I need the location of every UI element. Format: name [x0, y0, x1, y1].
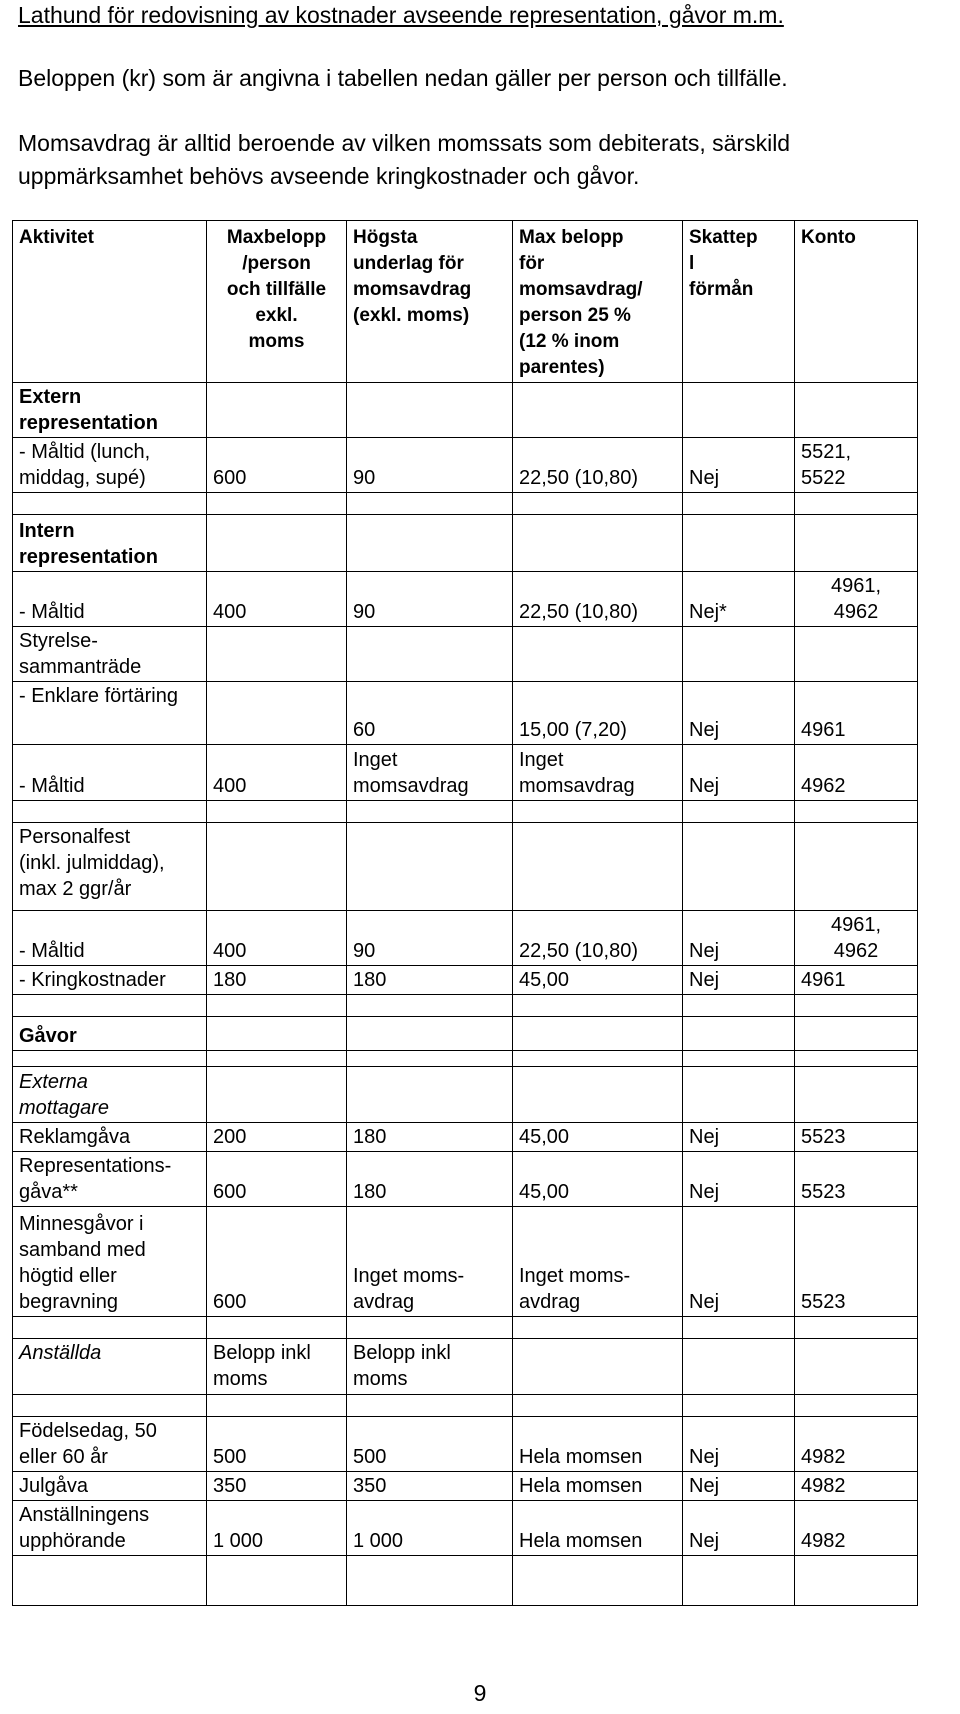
cell-underlag: 500 — [347, 1417, 513, 1472]
section-intern-representation: Intern representation — [13, 515, 207, 572]
header-aktivitet: Aktivitet — [13, 221, 207, 383]
cell-momsavdrag: Inget momsavdrag — [513, 745, 683, 801]
spacer-row — [13, 1317, 918, 1339]
table-row — [13, 1123, 918, 1152]
spacer-row — [13, 1051, 918, 1067]
cell-momsavdrag: 22,50 (10,80) — [513, 572, 683, 627]
spacer-row — [13, 493, 918, 515]
cell-maxbelopp: 200 — [207, 1123, 347, 1152]
cell-momsavdrag: 45,00 — [513, 1123, 683, 1152]
header-konto: Konto — [795, 221, 918, 383]
row-label: - Måltid — [13, 572, 207, 627]
cell-konto: 5523 — [795, 1123, 918, 1152]
cell-konto: 4961 — [795, 682, 918, 745]
table-row — [13, 572, 918, 627]
cell-momsavdrag: 45,00 — [513, 1152, 683, 1207]
spacer-row — [13, 801, 918, 823]
row-label: - Måltid — [13, 911, 207, 966]
cell-forman: Nej — [683, 1152, 795, 1207]
header-max-momsavdrag: Max belopp för momsavdrag/ person 25 % (12 % inom parentes) — [513, 221, 683, 383]
cell-konto: 5523 — [795, 1207, 918, 1317]
table-row — [13, 1501, 918, 1556]
cell-forman: Nej — [683, 745, 795, 801]
table-row — [13, 1417, 918, 1472]
cell-maxbelopp: 1 000 — [207, 1501, 347, 1556]
row-label: Minnesgåvor i samband med högtid eller begravning — [13, 1207, 207, 1317]
table-row — [13, 1207, 918, 1317]
cell-forman: Nej — [683, 682, 795, 745]
cell-underlag: Inget moms- avdrag — [347, 1207, 513, 1317]
cell-konto: 4982 — [795, 1417, 918, 1472]
cell-forman: Nej — [683, 1123, 795, 1152]
cell-forman: Nej — [683, 438, 795, 493]
cell-konto: 4961, 4962 — [795, 911, 918, 966]
table-row — [13, 682, 918, 745]
section-personalfest: Personalfest (inkl. julmiddag), max 2 ggr/år — [13, 823, 207, 911]
cell-forman: Nej — [683, 911, 795, 966]
cell-underlag: 180 — [347, 1152, 513, 1207]
cell-konto: 4962 — [795, 745, 918, 801]
cell-momsavdrag: Hela momsen — [513, 1472, 683, 1501]
row-label: - Kringkostnader — [13, 966, 207, 995]
row-label: Julgåva — [13, 1472, 207, 1501]
section-externa-mottagare: Externa mottagare — [13, 1067, 207, 1123]
header-skatteplig-forman: Skattep l förmån — [683, 221, 795, 383]
section-row-gavor — [13, 1017, 918, 1051]
table-row — [13, 966, 918, 995]
cell-konto: 4982 — [795, 1472, 918, 1501]
cell-underlag: 180 — [347, 966, 513, 995]
section-row-styrelse — [13, 627, 918, 682]
cell-forman: Nej — [683, 1207, 795, 1317]
cell-momsavdrag: 15,00 (7,20) — [513, 682, 683, 745]
cell-forman: Nej — [683, 1417, 795, 1472]
section-gavor: Gåvor — [13, 1017, 207, 1051]
anstallda-underlag-label: Belopp inkl moms — [347, 1339, 513, 1395]
header-row — [13, 221, 918, 383]
row-label: Anställningens upphörande — [13, 1501, 207, 1556]
cell-forman: Nej* — [683, 572, 795, 627]
cell-maxbelopp: 350 — [207, 1472, 347, 1501]
cell-maxbelopp: 400 — [207, 911, 347, 966]
cell-momsavdrag: Inget moms- avdrag — [513, 1207, 683, 1317]
cell-momsavdrag: 22,50 (10,80) — [513, 438, 683, 493]
spacer-row — [13, 995, 918, 1017]
cell-underlag: 350 — [347, 1472, 513, 1501]
cell-underlag: 90 — [347, 572, 513, 627]
cell-forman: Nej — [683, 1501, 795, 1556]
section-extern-representation: Extern representation — [13, 383, 207, 438]
table-row — [13, 1472, 918, 1501]
anstallda-belopp-label: Belopp inkl moms — [207, 1339, 347, 1395]
cell-momsavdrag: 45,00 — [513, 966, 683, 995]
cell-konto: 4961, 4962 — [795, 572, 918, 627]
section-row-personalfest — [13, 823, 918, 911]
cell-konto: 4982 — [795, 1501, 918, 1556]
cell-konto: 4961 — [795, 966, 918, 995]
page-number: 9 — [473, 1680, 487, 1706]
section-row-extern — [13, 383, 918, 438]
cell-konto: 5521, 5522 — [795, 438, 918, 493]
section-styrelsesammantrade: Styrelse- sammanträde — [13, 627, 207, 682]
cell-maxbelopp: 600 — [207, 1207, 347, 1317]
table-row — [13, 438, 918, 493]
cell-maxbelopp: 180 — [207, 966, 347, 995]
section-row-intern — [13, 515, 918, 572]
row-label: - Måltid — [13, 745, 207, 801]
cell-forman: Nej — [683, 1472, 795, 1501]
intro-vat-note: Momsavdrag är alltid beroende av vilken momssats som debiterats, särskild uppmärksamhet behövs avseende kringkostnader och gåvor. — [18, 130, 791, 189]
spacer-row — [13, 1556, 918, 1606]
cell-maxbelopp: 400 — [207, 745, 347, 801]
header-hogsta-underlag: Högsta underlag för momsavdrag (exkl. moms) — [347, 221, 513, 383]
cell-maxbelopp: 400 — [207, 572, 347, 627]
cell-momsavdrag: Hela momsen — [513, 1417, 683, 1472]
table-row — [13, 1152, 918, 1207]
section-anstallda: Anställda — [13, 1339, 207, 1395]
cell-underlag: 90 — [347, 911, 513, 966]
section-row-anstallda — [13, 1339, 918, 1395]
row-label: - Måltid (lunch, middag, supé) — [13, 438, 207, 493]
cell-maxbelopp: 600 — [207, 438, 347, 493]
cell-maxbelopp — [207, 682, 347, 745]
cell-underlag: 60 — [347, 682, 513, 745]
cell-maxbelopp: 500 — [207, 1417, 347, 1472]
cell-underlag: 1 000 — [347, 1501, 513, 1556]
intro-amounts-note: Beloppen (kr) som är angivna i tabellen nedan gäller per person och tillfälle. — [18, 65, 788, 91]
cell-momsavdrag: Hela momsen — [513, 1501, 683, 1556]
header-maxbelopp: Maxbelopp /person och tillfälle exkl. moms — [207, 221, 347, 383]
cell-underlag: Inget momsavdrag — [347, 745, 513, 801]
page-title: Lathund för redovisning av kostnader avseende representation, gåvor m.m. — [18, 2, 784, 28]
cell-underlag: 90 — [347, 438, 513, 493]
row-label: Representations- gåva** — [13, 1152, 207, 1207]
row-label: - Enklare förtäring — [13, 682, 207, 745]
section-row-externa-mottagare — [13, 1067, 918, 1123]
cell-forman: Nej — [683, 966, 795, 995]
cell-maxbelopp: 600 — [207, 1152, 347, 1207]
cell-momsavdrag: 22,50 (10,80) — [513, 911, 683, 966]
table-row — [13, 911, 918, 966]
row-label: Reklamgåva — [13, 1123, 207, 1152]
cell-underlag: 180 — [347, 1123, 513, 1152]
expense-table — [12, 220, 918, 1606]
row-label: Födelsedag, 50 eller 60 år — [13, 1417, 207, 1472]
spacer-row — [13, 1395, 918, 1417]
table-row — [13, 745, 918, 801]
cell-konto: 5523 — [795, 1152, 918, 1207]
